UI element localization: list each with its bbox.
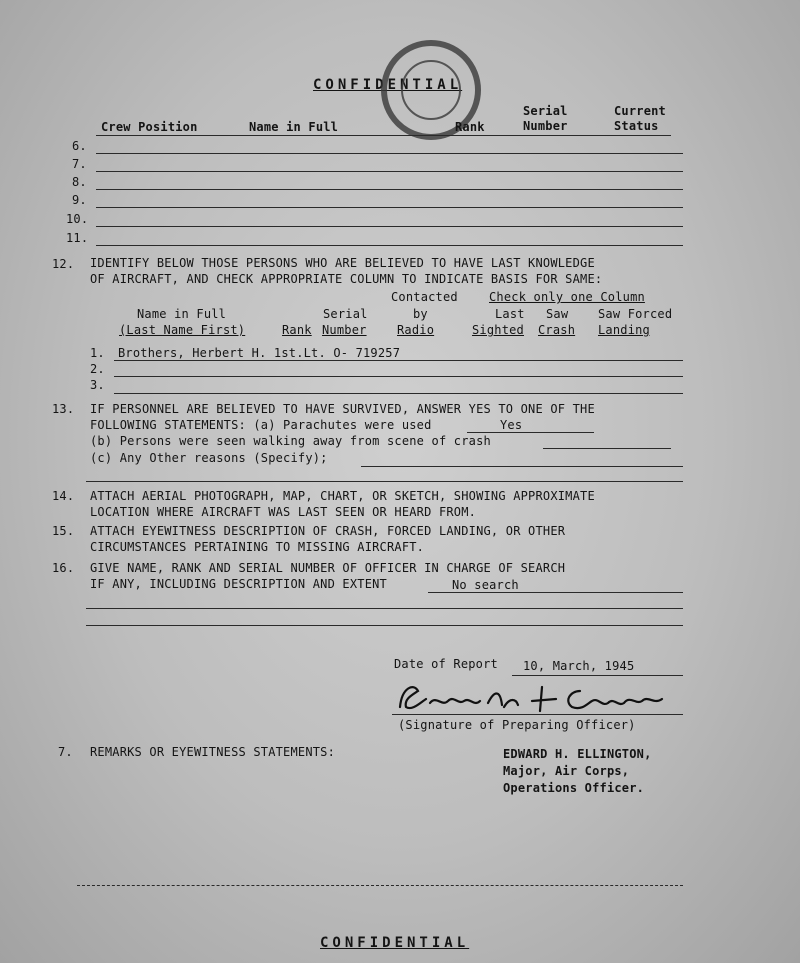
officer-name: EDWARD H. ELLINGTON,	[503, 747, 652, 761]
sighted-label: Sighted	[472, 323, 524, 337]
witness-row-number: 2.	[90, 362, 105, 376]
last-label: Last	[495, 307, 525, 321]
header-underline	[96, 135, 671, 136]
crew-row-number: 7.	[72, 157, 87, 171]
item-16-number: 16.	[52, 561, 75, 575]
witness-row-line	[114, 360, 683, 361]
crew-row-line	[96, 189, 683, 190]
col-current-status: Current Status	[614, 104, 666, 133]
header-title: CONFIDENTIAL	[313, 77, 463, 93]
item-13-line-b: (b) Persons were seen walking away from scene of crash	[90, 434, 491, 448]
date-of-report-label: Date of Report	[394, 657, 498, 671]
number-label: Number	[322, 323, 367, 337]
walking-away-line	[543, 448, 671, 449]
crew-row-number: 10.	[66, 212, 89, 226]
item-16-line2: IF ANY, INCLUDING DESCRIPTION AND EXTENT	[90, 577, 387, 591]
item-17-number: 7.	[58, 745, 73, 759]
crew-row-number: 11.	[66, 231, 89, 245]
item-14-number: 14.	[52, 489, 75, 503]
officer-title: Operations Officer.	[503, 781, 645, 795]
col-serial-number: Serial Number	[523, 104, 568, 133]
item-15-line1: ATTACH EYEWITNESS DESCRIPTION OF CRASH, FORCED LANDING, OR OTHER	[90, 524, 566, 538]
witness-row-line	[114, 393, 683, 394]
radio-label: Radio	[397, 323, 435, 337]
search-answer-line	[428, 592, 683, 593]
item-13-line-c: (c) Any Other reasons (Specify);	[90, 451, 328, 465]
rank-label: Rank	[282, 323, 312, 337]
remarks-label: REMARKS OR EYEWITNESS STATEMENTS:	[90, 745, 336, 759]
item-15-number: 15.	[52, 524, 75, 538]
crew-row-line	[96, 207, 683, 208]
footer-title: CONFIDENTIAL	[320, 935, 470, 951]
name-in-full-label: Name in Full	[137, 307, 227, 321]
remarks-bottom-line	[77, 885, 683, 886]
by-label: by	[413, 307, 428, 321]
other-reasons-line	[361, 466, 683, 467]
search-answer: No search	[452, 578, 519, 592]
crew-row-number: 8.	[72, 175, 87, 189]
landing-label: Landing	[598, 323, 650, 337]
crew-row-line	[96, 171, 683, 172]
last-name-first-label: (Last Name First)	[119, 323, 246, 337]
item-12-number: 12.	[52, 257, 75, 271]
contacted-label: Contacted	[391, 290, 458, 304]
saw-label: Saw	[546, 307, 569, 321]
parachutes-answer: Yes	[500, 418, 523, 432]
item-13-line1: IF PERSONNEL ARE BELIEVED TO HAVE SURVIVED, ANSWER YES TO ONE OF THE	[90, 402, 595, 416]
check-only-label: Check only one Column	[489, 290, 645, 304]
crew-row-line	[96, 226, 683, 227]
item-14-line2: LOCATION WHERE AIRCRAFT WAS LAST SEEN OR HEARD FROM.	[90, 505, 477, 519]
signature-line	[392, 714, 683, 715]
item-12-line2: OF AIRCRAFT, AND CHECK APPROPRIATE COLUMN TO INDICATE BASIS FOR SAME:	[90, 272, 603, 286]
parachutes-answer-line	[467, 432, 594, 433]
item-13-number: 13.	[52, 402, 75, 416]
witness-row-number: 3.	[90, 378, 105, 392]
date-of-report-value: 10, March, 1945	[523, 659, 635, 673]
signature-handwriting	[392, 677, 692, 722]
item-12-line1: IDENTIFY BELOW THOSE PERSONS WHO ARE BELIEVED TO HAVE LAST KNOWLEDGE	[90, 256, 595, 270]
witness-row-value: Brothers, Herbert H. 1st.Lt. O- 719257	[118, 346, 401, 360]
crew-row-line	[96, 153, 683, 154]
witness-row-number: 1.	[90, 346, 105, 360]
col-name-in-full: Name in Full	[249, 120, 339, 134]
crew-row-line	[96, 245, 683, 246]
crew-row-number: 9.	[72, 193, 87, 207]
signature-caption: (Signature of Preparing Officer)	[398, 718, 636, 732]
officer-rank: Major, Air Corps,	[503, 764, 630, 778]
saw-forced-label: Saw Forced	[598, 307, 673, 321]
item-16-line-b	[86, 625, 683, 626]
witness-row-line	[114, 376, 683, 377]
serial-label: Serial	[323, 307, 368, 321]
item-14-line1: ATTACH AERIAL PHOTOGRAPH, MAP, CHART, OR SKETCH, SHOWING APPROXIMATE	[90, 489, 595, 503]
item-13-line2: FOLLOWING STATEMENTS: (a) Parachutes were used	[90, 418, 432, 432]
col-crew-position: Crew Position	[101, 120, 198, 134]
item-15-line2: CIRCUMSTANCES PERTAINING TO MISSING AIRCRAFT.	[90, 540, 425, 554]
col-rank: Rank	[455, 120, 485, 134]
item-16-line1: GIVE NAME, RANK AND SERIAL NUMBER OF OFFICER IN CHARGE OF SEARCH	[90, 561, 566, 575]
crew-row-number: 6.	[72, 139, 87, 153]
crash-label: Crash	[538, 323, 576, 337]
date-line	[512, 675, 683, 676]
item-16-line-a	[86, 608, 683, 609]
item-13-bottom-line	[86, 481, 683, 482]
